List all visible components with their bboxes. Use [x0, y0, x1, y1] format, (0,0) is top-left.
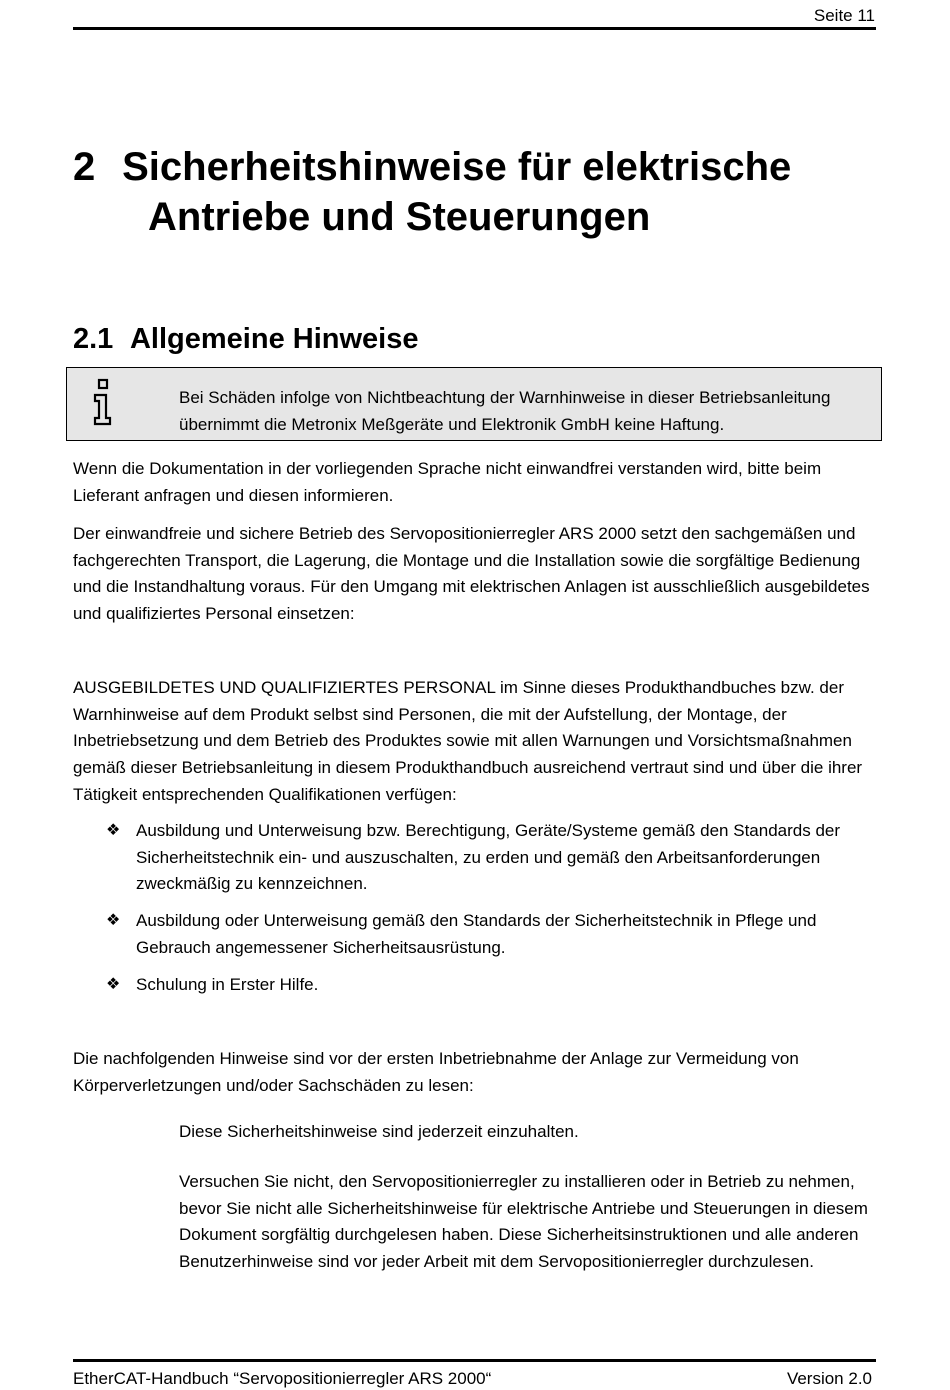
section-title — [73, 323, 418, 356]
section-title-text: Allgemeine Hinweise — [129, 323, 419, 355]
info-text — [179, 384, 869, 438]
list-item — [73, 972, 878, 999]
chapter-title — [73, 142, 873, 242]
footer-rule — [73, 1359, 876, 1362]
paragraph-3: AUSGEBILDETES UND QUALIFIZIERTES PERSONAL im Sinne dieses Produkthandbuches bzw. der Warnhinweise auf dem Produkt selbst sind Personen, die mit der Aufstellung, der Montage, der Inbetriebsetzung und dem Betrieb des Produktes sowie mit allen Warnungen und Vorsichtsmaßnahmen gemäß dieser Betriebsanleitung in diesem Produkthandbuch ausreichend vertraut sind und über die ihrer Tätigkeit entsprechenden Qualifikationen verfügen: — [73, 678, 863, 804]
list-item — [73, 818, 878, 898]
qualification-list — [73, 818, 878, 1008]
paragraph-2: Der einwandfreie und sichere Betrieb des Servopositionierregler ARS 2000 setzt den sachgemäßen und fachgerechten Transport, die Lagerung, die Montage und die Installation sowie die sorgfältige Bedienung und die Instandhaltung voraus. Für den Umgang mit elektrischen Anlagen ist ausschließlich ausgebildetes und qualifiziertes Personal einsetzen: — [73, 524, 870, 624]
note-2: Versuchen Sie nicht, den Servopositionierregler zu installieren oder in Betrieb zu nehmen, bevor Sie nicht alle Sicherheitshinweise für elektrische Antriebe und Steuerungen in diesem Dokument sorgfältig durchgelesen haben. Diese Sicherheitsinstruktionen und alle anderen Benutzerhinweise sind vor jeder Arbeit mit dem Servopositionierregler durchzulesen. — [179, 1172, 868, 1272]
info-line1: Bei Schäden infolge von Nichtbeachtung der Warnhinweise in dieser Betriebsanleitung — [179, 388, 831, 407]
paragraph-4: Die nachfolgenden Hinweise sind vor der ersten Inbetriebnahme der Anlage zur Vermeidung von Körperverletzungen und/oder Sachschäden zu lesen: — [73, 1049, 799, 1095]
chapter-number: 2 — [73, 145, 96, 189]
info-box — [66, 367, 882, 441]
page-number: Seite 11 — [813, 6, 875, 25]
list-item — [73, 908, 878, 961]
header-rule — [73, 27, 876, 30]
chapter-title-line2: Antriebe und Steuerungen — [148, 195, 651, 239]
bullet-marker: ❖ — [106, 912, 121, 930]
list-item-text: Schulung in Erster Hilfe. — [136, 974, 319, 994]
info-line2: übernimmt die Metronix Meßgeräte und Elektronik GmbH keine Haftung. — [179, 415, 725, 434]
bullet-marker: ❖ — [106, 822, 121, 839]
footer-title: EtherCAT-Handbuch “Servopositionierregler ARS 2000“ — [73, 1369, 492, 1388]
bullet-marker: ❖ — [106, 975, 121, 993]
section-number: 2.1 — [73, 323, 114, 355]
note-1: Diese Sicherheitshinweise sind jederzeit einzuhalten. — [179, 1122, 579, 1141]
list-item-text: Ausbildung oder Unterweisung gemäß den Standards der Sicherheitstechnik in Pflege und Gebrauch angemessener Sicherheitsausrüstung. — [136, 911, 817, 957]
paragraph-1: Wenn die Dokumentation in der vorliegenden Sprache nicht einwandfrei verstanden wird, bitte beim Lieferant anfragen und diesen informieren. — [73, 459, 822, 505]
footer-version: Version 2.0 — [786, 1369, 872, 1388]
info-icon — [93, 378, 113, 426]
chapter-title-line1: Sicherheitshinweise für elektrische — [122, 145, 792, 189]
list-item-text: Ausbildung und Unterweisung bzw. Berechtigung, Geräte/Systeme gemäß den Standards der Sicherheitstechnik ein- und auszuschalten, zu erden und gemäß den Arbeitsanforderungen zweckmäßig zu kennzeichnen. — [136, 821, 841, 894]
